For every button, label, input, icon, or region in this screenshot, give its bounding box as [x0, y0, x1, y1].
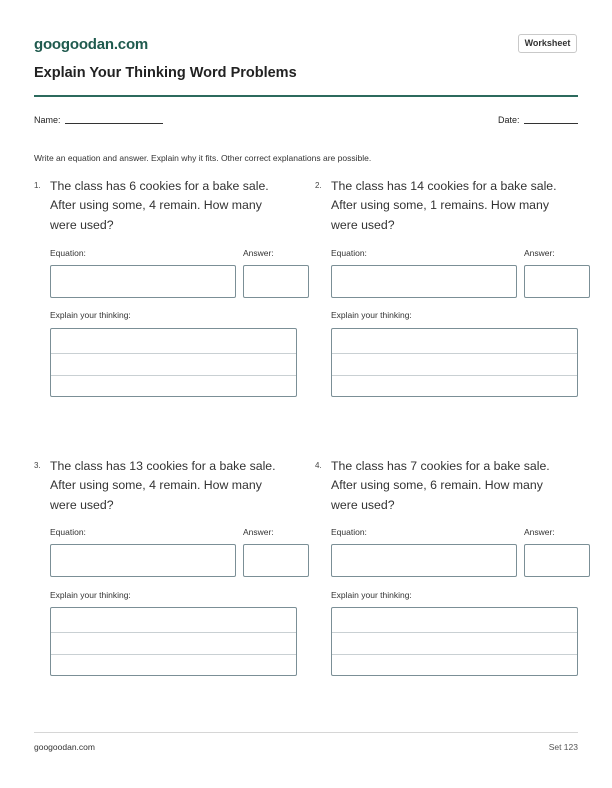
writing-line — [332, 375, 577, 376]
problem-text: The class has 7 cookies for a bake sale. After using some, 6 remain. How many were used? — [331, 459, 550, 512]
equation-label: Equation: — [50, 248, 86, 258]
writing-line — [332, 632, 577, 633]
problem-text: The class has 13 cookies for a bake sale. After using some, 4 remain. How many were used? — [50, 459, 276, 512]
explain-input[interactable] — [50, 328, 297, 397]
site-brand: googoodan.com — [34, 36, 149, 53]
equation-input[interactable] — [50, 265, 236, 298]
equation-input[interactable] — [331, 265, 517, 298]
writing-line — [51, 654, 296, 655]
answer-label: Answer: — [524, 527, 555, 537]
explain-input[interactable] — [331, 607, 578, 676]
explain-label: Explain your thinking: — [50, 590, 131, 600]
problem-number: 4. — [315, 461, 322, 470]
writing-line — [51, 353, 296, 354]
footer-site: googoodan.com — [34, 742, 95, 752]
date-label: Date: — [498, 115, 520, 125]
explain-label: Explain your thinking: — [50, 310, 131, 320]
problem-number: 1. — [34, 181, 41, 190]
footer-divider — [34, 732, 578, 733]
answer-input[interactable] — [243, 265, 309, 298]
explain-label: Explain your thinking: — [331, 590, 412, 600]
name-field[interactable] — [65, 123, 163, 124]
problem-number: 3. — [34, 461, 41, 470]
date-field[interactable] — [524, 123, 578, 124]
problem-number: 2. — [315, 181, 322, 190]
name-label: Name: — [34, 115, 61, 125]
explain-input[interactable] — [331, 328, 578, 397]
answer-input[interactable] — [243, 544, 309, 577]
writing-line — [332, 353, 577, 354]
problem-text: The class has 14 cookies for a bake sale. After using some, 1 remains. How many were used? — [331, 179, 557, 232]
answer-input[interactable] — [524, 265, 590, 298]
writing-line — [51, 632, 296, 633]
answer-label: Answer: — [243, 248, 274, 258]
footer-set: Set 123 — [548, 742, 578, 752]
instructions: Write an equation and answer. Explain why it fits. Other correct explanations are possible. — [34, 153, 372, 163]
answer-input[interactable] — [524, 544, 590, 577]
equation-label: Equation: — [331, 527, 367, 537]
writing-line — [332, 654, 577, 655]
equation-input[interactable] — [50, 544, 236, 577]
equation-label: Equation: — [50, 527, 86, 537]
page-title: Explain Your Thinking Word Problems — [34, 65, 297, 81]
header-divider — [34, 95, 578, 97]
answer-label: Answer: — [524, 248, 555, 258]
worksheet-badge: Worksheet — [518, 34, 577, 53]
equation-input[interactable] — [331, 544, 517, 577]
writing-line — [51, 375, 296, 376]
explain-input[interactable] — [50, 607, 297, 676]
explain-label: Explain your thinking: — [331, 310, 412, 320]
problem-text: The class has 6 cookies for a bake sale. After using some, 4 remain. How many were used? — [50, 179, 269, 232]
equation-label: Equation: — [331, 248, 367, 258]
answer-label: Answer: — [243, 527, 274, 537]
